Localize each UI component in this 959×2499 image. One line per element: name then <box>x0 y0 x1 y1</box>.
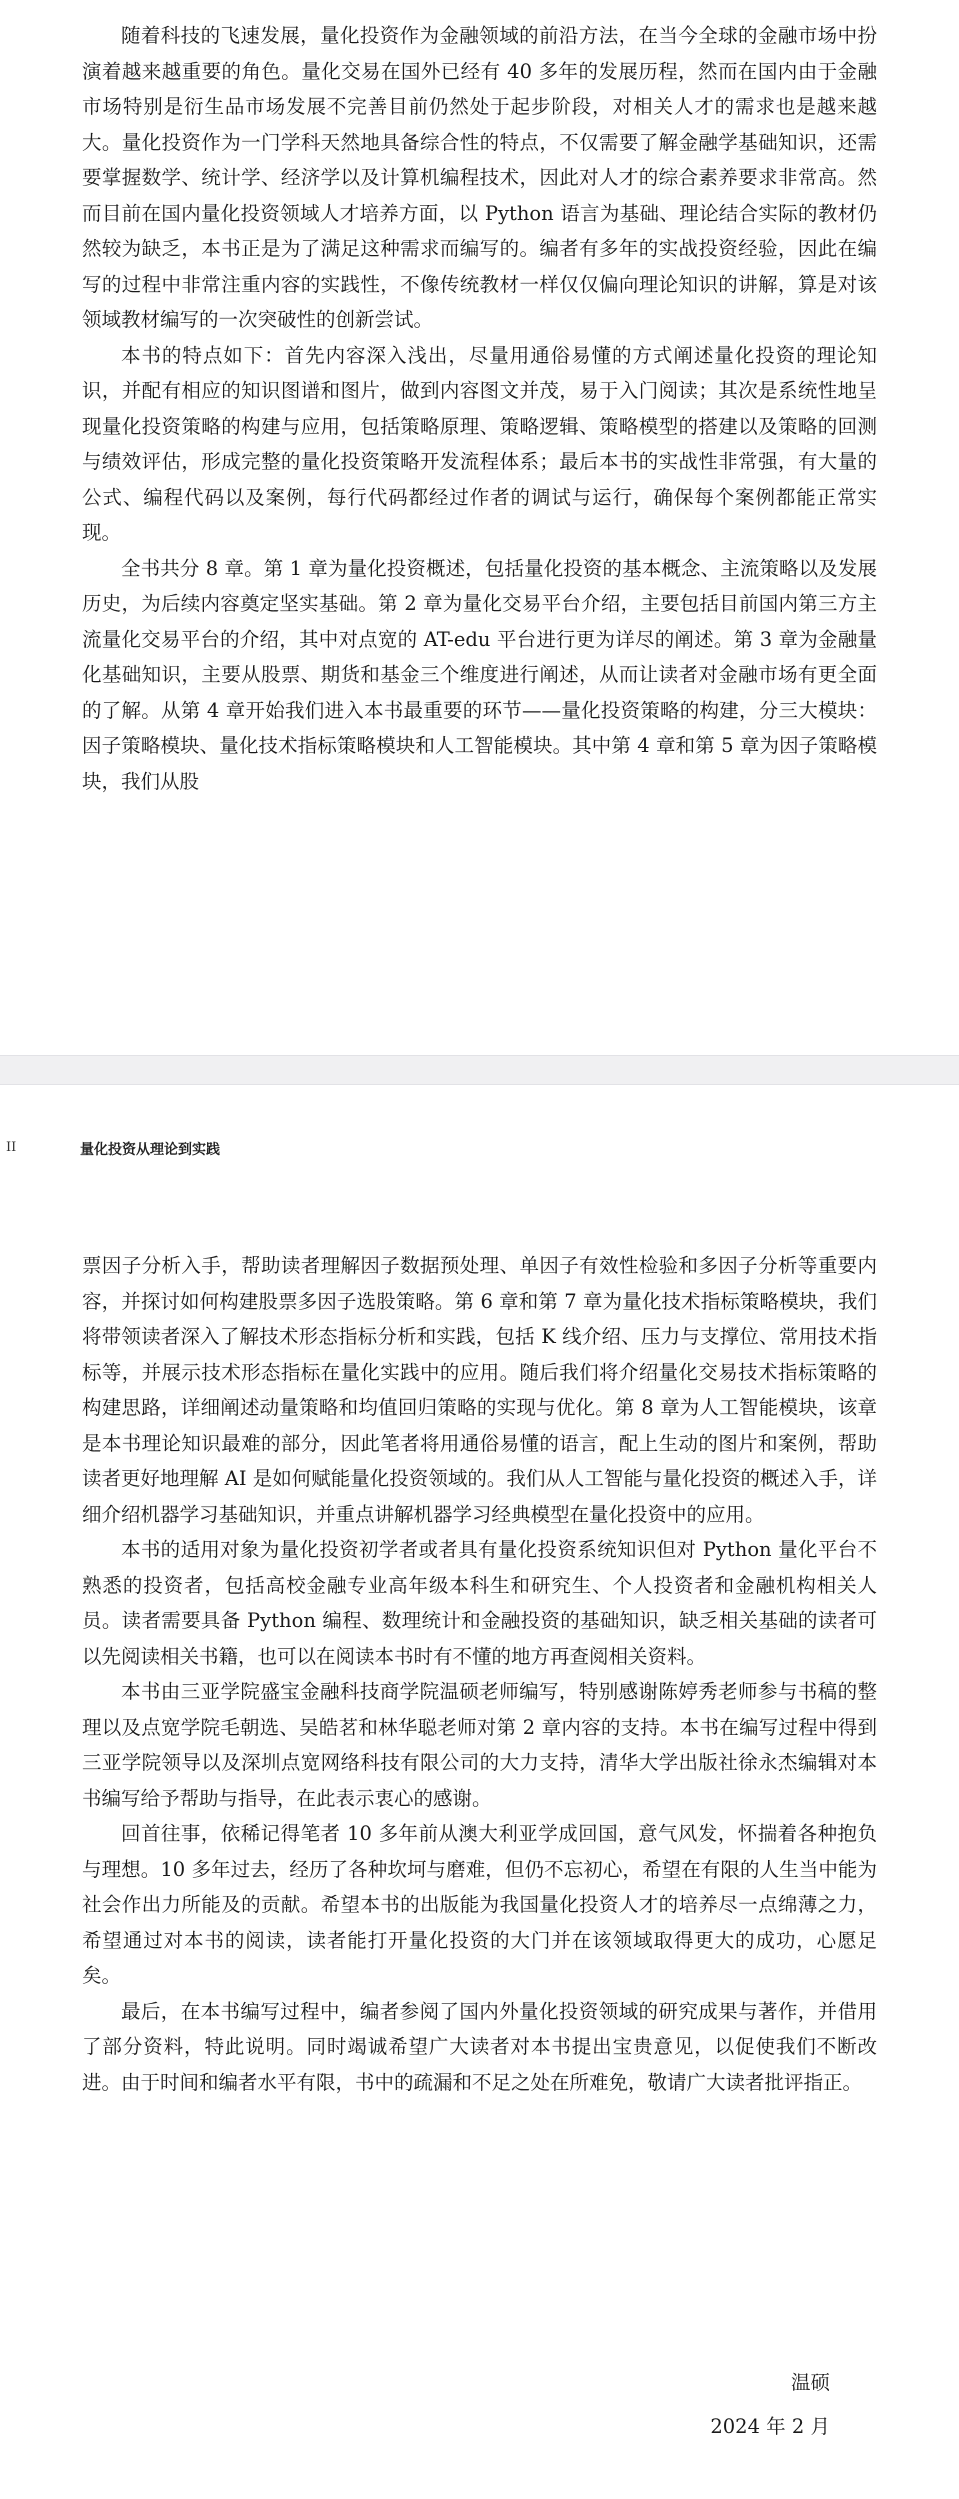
signature-name: 温硕 <box>790 2371 830 2394</box>
page-2-body <box>82 1248 877 2100</box>
document-page-1 <box>0 0 959 1055</box>
paragraph-continuation: 票因子分析入手，帮助读者理解因子数据预处理、单因子有效性检验和多因子分析等重要内容，并探讨如何构建股票多因子选股策略。第 6 章和第 7 章为量化技术指标策略模块，我们将带领读者深入了解技术形态指标分析和实践，包括 K 线介绍、压力与支撑位、常用技术指标等，并展示技术形态指标在量化实践中的应用。随后我们将介绍量化交易技术指标策略的构建思路，详细阐述动量策略和均值回归策略的实现与优化。第 8 章为人工智能模块，该章是本书理论知识最难的部分，因此笔者将用通俗易懂的语言，配上生动的图片和案例，帮助读者更好地理解 AI 是如何赋能量化投资领域的。我们从人工智能与量化投资的概述入手，详细介绍机器学习基础知识，并重点讲解机器学习经典模型在量化投资中的应用。 <box>82 1254 877 1526</box>
running-header: 量化投资从理论到实践 <box>80 1142 220 1158</box>
paragraph: 本书的适用对象为量化投资初学者或者具有量化投资系统知识但对 Python 量化平台不熟悉的投资者，包括高校金融专业高年级本科生和研究生、个人投资者和金融机构相关人员。读者需要具备 Python 编程、数理统计和金融投资的基础知识，缺乏相关基础的读者可以先阅读相关书籍，也可以在阅读本书时有不懂的地方再查阅相关资料。 <box>82 1538 877 1668</box>
page-number: II <box>6 1140 17 1155</box>
page-separator <box>0 1055 959 1085</box>
paragraph: 最后，在本书编写过程中，编者参阅了国内外量化投资领域的研究成果与著作，并借用了部分资料，特此说明。同时竭诚希望广大读者对本书提出宝贵意见，以促使我们不断改进。由于时间和编者水平有限，书中的疏漏和不足之处在所难免，敬请广大读者批评指正。 <box>82 1999 877 2094</box>
paragraph: 回首往事，依稀记得笔者 10 多年前从澳大利亚学成回国，意气风发，怀揣着各种抱负与理想。10 多年过去，经历了各种坎坷与磨难，但仍不忘初心，希望在有限的人生当中能为社会作出力所能及的贡献。希望本书的出版能为我国量化投资人才的培养尽一点绵薄之力，希望通过对本书的阅读，读者能打开量化投资的大门并在该领域取得更大的成功，心愿足矣。 <box>82 1822 877 1987</box>
document-page-2 <box>0 1085 959 2499</box>
page-1-body <box>82 18 877 799</box>
paragraph: 全书共分 8 章。第 1 章为量化投资概述，包括量化投资的基本概念、主流策略以及发展历史，为后续内容奠定坚实基础。第 2 章为量化交易平台介绍，主要包括目前国内第三方主流量化交易平台的介绍，其中对点宽的 AT-edu 平台进行更为详尽的阐述。第 3 章为金融量化基础知识，主要从股票、期货和基金三个维度进行阐述，从而让读者对金融市场有更全面的了解。从第 4 章开始我们进入本书最重要的环节——量化投资策略的构建，分三大模块：因子策略模块、量化技术指标策略模块和人工智能模块。其中第 4 章和第 5 章为因子策略模块，我们从股 <box>82 556 877 793</box>
signature-date: 2024 年 2 月 <box>710 2415 830 2438</box>
paragraph: 本书由三亚学院盛宝金融科技商学院温硕老师编写，特别感谢陈婷秀老师参与书稿的整理以及点宽学院毛朝选、吴皓茗和林华聪老师对第 2 章内容的支持。本书在编写过程中得到三亚学院领导以及深圳点宽网络科技有限公司的大力支持，清华大学出版社徐永杰编辑对本书编写给予帮助与指导，在此表示衷心的感谢。 <box>82 1680 877 1810</box>
paragraph: 本书的特点如下：首先内容深入浅出，尽量用通俗易懂的方式阐述量化投资的理论知识，并配有相应的知识图谱和图片，做到内容图文并茂，易于入门阅读；其次是系统性地呈现量化投资策略的构建与应用，包括策略原理、策略逻辑、策略模型的搭建以及策略的回测与绩效评估，形成完整的量化投资策略开发流程体系；最后本书的实战性非常强，有大量的公式、编程代码以及案例，每行代码都经过作者的调试与运行，确保每个案例都能正常实现。 <box>82 343 877 544</box>
paragraph: 随着科技的飞速发展，量化投资作为金融领域的前沿方法，在当今全球的金融市场中扮演着越来越重要的角色。量化交易在国外已经有 40 多年的发展历程，然而在国内由于金融市场特别是衍生品市场发展不完善目前仍然处于起步阶段，对相关人才的需求也是越来越大。量化投资作为一门学科天然地具备综合性的特点，不仅需要了解金融学基础知识，还需要掌握数学、统计学、经济学以及计算机编程技术，因此对人才的综合素养要求非常高。然而目前在国内量化投资领域人才培养方面，以 Python 语言为基础、理论结合实际的教材仍然较为缺乏，本书正是为了满足这种需求而编写的。编者有多年的实战投资经验，因此在编写的过程中非常注重内容的实践性，不像传统教材一样仅仅偏向理论知识的讲解，算是对该领域教材编写的一次突破性的创新尝试。 <box>82 24 877 331</box>
